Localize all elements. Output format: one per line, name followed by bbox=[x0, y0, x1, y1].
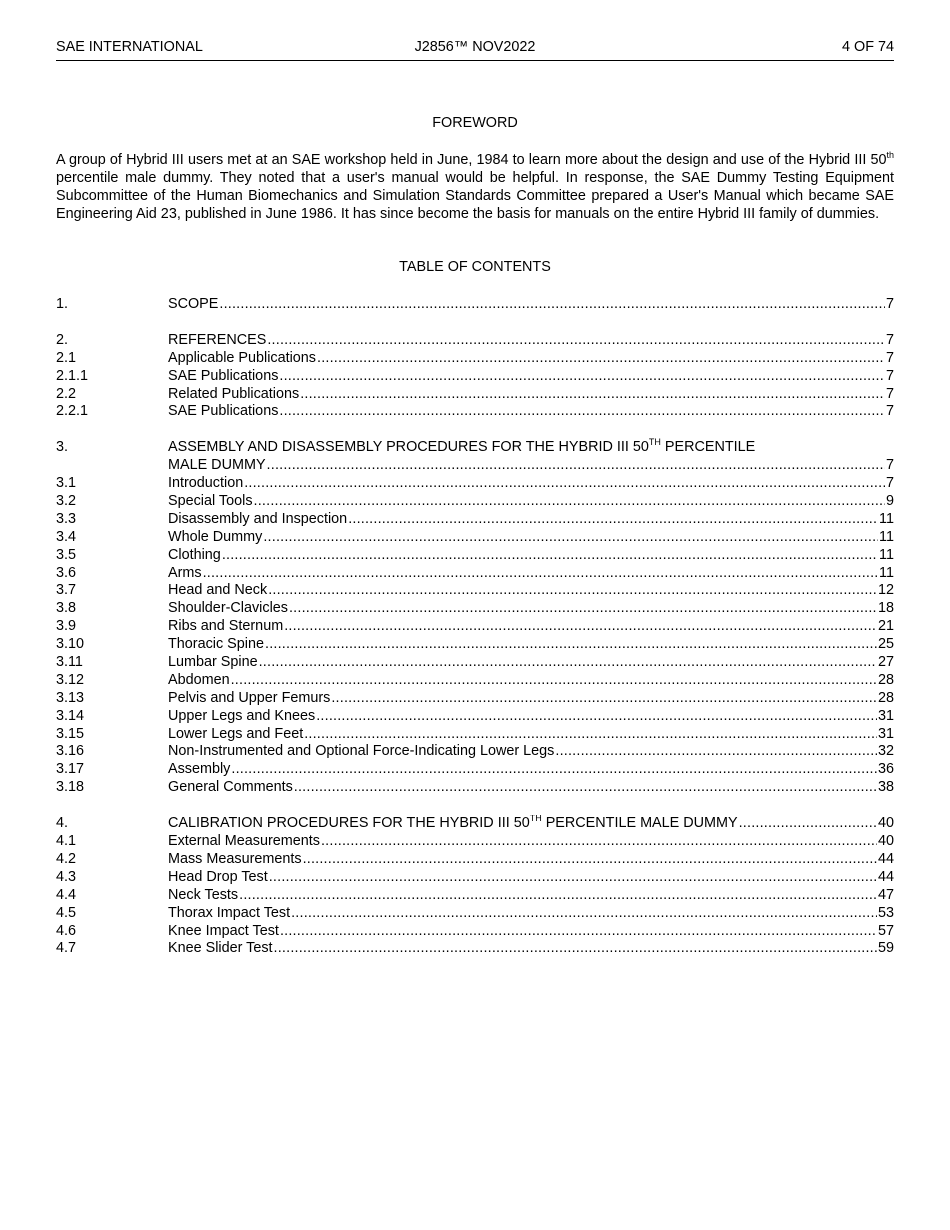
toc-section-3 bbox=[56, 439, 894, 797]
toc-entry-title: Head Drop Test bbox=[168, 868, 268, 885]
toc-entry-number: 3.8 bbox=[56, 600, 77, 617]
toc-entry-number: 4.5 bbox=[56, 904, 77, 921]
toc-entry-title: SAE Publications bbox=[168, 403, 279, 420]
toc-entry-page: 36 bbox=[877, 761, 894, 778]
toc-entry-page: 47 bbox=[877, 886, 894, 903]
toc-entry-title: Upper Legs and Knees bbox=[168, 707, 316, 724]
toc-entry-page: 11 bbox=[879, 546, 894, 563]
toc-dot-leader bbox=[279, 368, 885, 386]
toc-dot-leader bbox=[321, 833, 877, 851]
toc-dot-leader bbox=[289, 600, 877, 618]
toc-entry-number: 3.9 bbox=[56, 618, 77, 635]
toc-entry-number: 3.15 bbox=[56, 725, 85, 742]
toc-entry-title: Whole Dummy bbox=[168, 528, 263, 545]
toc-entry-title: SCOPE bbox=[168, 296, 219, 312]
toc-section-1 bbox=[56, 296, 894, 314]
toc-entry-number: 3.18 bbox=[56, 779, 85, 796]
toc-entry-page: 9 bbox=[885, 493, 894, 510]
toc-entry-title: Ribs and Sternum bbox=[168, 618, 284, 635]
toc-entry-title: Abdomen bbox=[168, 671, 230, 688]
toc-dot-leader bbox=[279, 403, 885, 421]
toc-dot-leader bbox=[274, 940, 877, 958]
toc-entry[interactable] bbox=[56, 386, 894, 404]
toc-entry[interactable] bbox=[56, 565, 894, 583]
toc-entry-page: 57 bbox=[877, 922, 894, 939]
toc-entry-title: Mass Measurements bbox=[168, 850, 302, 867]
toc-entry-number: 1. bbox=[56, 296, 69, 312]
foreword-superscript: th bbox=[886, 150, 894, 160]
page-header bbox=[56, 38, 894, 61]
toc-entry-page: 25 bbox=[877, 636, 894, 653]
toc-dot-leader bbox=[300, 386, 885, 404]
toc-entry[interactable] bbox=[56, 690, 894, 708]
toc-entry[interactable] bbox=[56, 851, 894, 869]
toc-dot-leader bbox=[231, 672, 877, 690]
toc-section-4 bbox=[56, 815, 894, 958]
toc-entry-number: 3.13 bbox=[56, 689, 85, 706]
toc-entry-page: 11 bbox=[879, 528, 894, 545]
toc-entry-page: 40 bbox=[877, 833, 894, 850]
toc-entry-title: Lower Legs and Feet bbox=[168, 725, 304, 742]
toc-entry-title: Introduction bbox=[168, 475, 244, 492]
toc-entry-number: 4.2 bbox=[56, 850, 77, 867]
toc-entry[interactable] bbox=[56, 332, 894, 350]
toc-entry-page: 11 bbox=[879, 510, 894, 527]
toc-entry-title-line1 bbox=[168, 439, 755, 457]
toc-entry-page: 31 bbox=[877, 725, 894, 742]
toc-entry-number: 3.6 bbox=[56, 564, 77, 581]
header-organization: SAE INTERNATIONAL bbox=[56, 39, 203, 55]
toc-entry[interactable] bbox=[56, 529, 894, 547]
toc-entry[interactable] bbox=[56, 940, 894, 958]
toc-dot-leader bbox=[294, 779, 877, 797]
header-document-id: J2856™ NOV2022 bbox=[414, 39, 536, 55]
toc-entry-page: 44 bbox=[877, 850, 894, 867]
toc-entry-page: 7 bbox=[885, 385, 894, 402]
toc-entry[interactable] bbox=[56, 547, 894, 565]
toc-dot-leader bbox=[219, 296, 885, 314]
toc-entry-page: 12 bbox=[877, 582, 894, 599]
toc-section-4-items bbox=[56, 833, 894, 958]
toc-entry-title: Knee Slider Test bbox=[168, 940, 273, 957]
toc-entry[interactable] bbox=[56, 457, 894, 475]
toc-entry-number: 3.2 bbox=[56, 493, 77, 510]
toc-entry-page: 59 bbox=[877, 940, 894, 957]
toc-entry-number: 3.3 bbox=[56, 510, 77, 527]
toc-entry-page: 7 bbox=[885, 457, 894, 474]
toc-entry-title: Special Tools bbox=[168, 493, 253, 510]
toc-dot-leader bbox=[280, 923, 877, 941]
toc-entry[interactable] bbox=[56, 403, 894, 421]
toc-title-superscript: TH bbox=[648, 437, 661, 448]
toc-entry-number: 4.6 bbox=[56, 922, 77, 939]
toc-entry-number: 3.16 bbox=[56, 743, 85, 760]
toc-entry-page: 40 bbox=[877, 815, 894, 832]
toc-dot-leader bbox=[269, 869, 877, 887]
toc-entry-page: 53 bbox=[877, 904, 894, 921]
toc-dot-leader bbox=[331, 690, 877, 708]
foreword-paragraph bbox=[56, 151, 894, 223]
toc-entry-page: 7 bbox=[885, 367, 894, 384]
toc-entry-page: 28 bbox=[877, 689, 894, 706]
toc-dot-leader bbox=[291, 905, 877, 923]
toc-entry-number: 3.14 bbox=[56, 707, 85, 724]
toc-title-part1: CALIBRATION PROCEDURES FOR THE HYBRID III 50 bbox=[168, 815, 530, 832]
toc-entry-title: Lumbar Spine bbox=[168, 654, 258, 671]
toc-entry-title bbox=[168, 815, 738, 833]
toc-entry-number: 3.11 bbox=[56, 654, 83, 671]
toc-entry-title: Disassembly and Inspection bbox=[168, 510, 348, 527]
toc-entry[interactable] bbox=[56, 475, 894, 493]
toc-entry-title: Shoulder-Clavicles bbox=[168, 600, 288, 617]
toc-entry[interactable] bbox=[56, 350, 894, 368]
toc-section-2 bbox=[56, 332, 894, 421]
toc-dot-leader bbox=[239, 887, 877, 905]
toc-entry-title: REFERENCES bbox=[168, 331, 267, 348]
toc-entry-number: 4. bbox=[56, 815, 69, 832]
toc-entry[interactable] bbox=[56, 887, 894, 905]
table-of-contents bbox=[56, 296, 894, 976]
toc-entry-page: 7 bbox=[885, 296, 894, 312]
toc-entry-page: 31 bbox=[877, 707, 894, 724]
toc-entry-title: Clothing bbox=[168, 546, 221, 563]
toc-entry-number: 4.1 bbox=[56, 833, 77, 850]
toc-entry-page: 7 bbox=[885, 403, 894, 420]
toc-entry-page: 11 bbox=[879, 564, 894, 581]
toc-entry-number: 3.4 bbox=[56, 528, 77, 545]
foreword-title: FOREWORD bbox=[432, 115, 518, 131]
toc-entry-title: Thoracic Spine bbox=[168, 636, 264, 653]
toc-dot-leader bbox=[265, 636, 877, 654]
toc-dot-leader bbox=[259, 654, 877, 672]
toc-entry-page: 7 bbox=[885, 349, 894, 366]
toc-entry[interactable] bbox=[56, 905, 894, 923]
toc-entry-number: 3.17 bbox=[56, 761, 85, 778]
toc-entry-page: 28 bbox=[877, 671, 894, 688]
toc-dot-leader bbox=[268, 582, 877, 600]
toc-entry-heading-line1[interactable] bbox=[56, 439, 894, 457]
toc-entry-title: Thorax Impact Test bbox=[168, 904, 291, 921]
toc-dot-leader bbox=[254, 493, 885, 511]
toc-dot-leader bbox=[739, 815, 877, 833]
toc-entry-title: Knee Impact Test bbox=[168, 922, 279, 939]
toc-entry[interactable] bbox=[56, 618, 894, 636]
toc-entry-number: 2.1.1 bbox=[56, 367, 89, 384]
toc-entry[interactable] bbox=[56, 636, 894, 654]
toc-entry-page: 38 bbox=[877, 779, 894, 796]
toc-entry-number: 3.12 bbox=[56, 671, 85, 688]
toc-dot-leader bbox=[555, 743, 877, 761]
toc-dot-leader bbox=[303, 851, 877, 869]
toc-entry[interactable] bbox=[56, 779, 894, 797]
toc-title-part1: ASSEMBLY AND DISASSEMBLY PROCEDURES FOR THE HYBRID III 50 bbox=[168, 439, 649, 456]
toc-dot-leader bbox=[317, 350, 885, 368]
toc-entry[interactable] bbox=[56, 368, 894, 386]
toc-dot-leader bbox=[203, 565, 878, 583]
toc-entry-title: Applicable Publications bbox=[168, 349, 316, 366]
toc-entry-number: 4.7 bbox=[56, 940, 77, 957]
toc-entry-page: 7 bbox=[885, 331, 894, 348]
toc-entry[interactable] bbox=[56, 296, 894, 314]
toc-entry[interactable] bbox=[56, 582, 894, 600]
toc-entry-title: Head and Neck bbox=[168, 582, 268, 599]
toc-dot-leader bbox=[222, 547, 878, 565]
toc-entry[interactable] bbox=[56, 869, 894, 887]
toc-entry[interactable] bbox=[56, 726, 894, 744]
toc-entry-number: 3.7 bbox=[56, 582, 77, 599]
toc-entry[interactable] bbox=[56, 815, 894, 833]
toc-dot-leader bbox=[304, 726, 877, 744]
toc-entry[interactable] bbox=[56, 761, 894, 779]
toc-entry-title-line2: MALE DUMMY bbox=[168, 457, 266, 474]
toc-entry-number: 3.5 bbox=[56, 546, 77, 563]
toc-entry-title: Assembly bbox=[168, 761, 231, 778]
toc-entry-page: 7 bbox=[885, 475, 894, 492]
toc-dot-leader bbox=[284, 618, 877, 636]
toc-title-part2: PERCENTILE bbox=[660, 439, 756, 456]
toc-dot-leader bbox=[263, 529, 878, 547]
toc-dot-leader bbox=[348, 511, 878, 529]
toc-entry-title: External Measurements bbox=[168, 833, 320, 850]
toc-entry[interactable] bbox=[56, 743, 894, 761]
toc-entry[interactable] bbox=[56, 654, 894, 672]
toc-entry-title: SAE Publications bbox=[168, 367, 279, 384]
toc-entry-page: 18 bbox=[877, 600, 894, 617]
toc-entry-title: Arms bbox=[168, 564, 202, 581]
toc-entry-title: Pelvis and Upper Femurs bbox=[168, 689, 331, 706]
toc-entry-title: Non-Instrumented and Optional Force-Indicating Lower Legs bbox=[168, 743, 555, 760]
toc-entry-number: 2.1 bbox=[56, 349, 77, 366]
foreword-text-part1: A group of Hybrid III users met at an SAE workshop held in June, 1984 to learn more about the design and use of the Hybrid III 50 bbox=[56, 152, 887, 168]
toc-entry[interactable] bbox=[56, 923, 894, 941]
toc-dot-leader bbox=[267, 332, 885, 350]
toc-entry-number: 2.2.1 bbox=[56, 403, 89, 420]
toc-entry[interactable] bbox=[56, 493, 894, 511]
toc-entry[interactable] bbox=[56, 672, 894, 690]
toc-entry-page: 44 bbox=[877, 868, 894, 885]
toc-entry-number: 2. bbox=[56, 331, 69, 348]
foreword-text-part2: percentile male dummy. They noted that a user's manual would be helpful. In response, the SAE Dummy Testing Equipment Subcommittee of the Human Biomechanics and Simulation Standards Committee prepared a User's Manual which became SAE Engineering Aid 23, published in June 1986. It has since become the basis for manuals on the entire Hybrid III family of dummies. bbox=[56, 170, 894, 222]
toc-title: TABLE OF CONTENTS bbox=[399, 259, 551, 275]
toc-entry-title: Related Publications bbox=[168, 385, 300, 402]
toc-dot-leader bbox=[267, 457, 885, 475]
toc-entry-number: 2.2 bbox=[56, 385, 77, 402]
toc-dot-leader bbox=[244, 475, 885, 493]
toc-entry[interactable] bbox=[56, 833, 894, 851]
toc-entry[interactable] bbox=[56, 600, 894, 618]
toc-entry-page: 32 bbox=[877, 743, 894, 760]
toc-title-part2: PERCENTILE MALE DUMMY bbox=[541, 815, 738, 832]
toc-entry-title: Neck Tests bbox=[168, 886, 239, 903]
toc-title-superscript: TH bbox=[529, 815, 542, 824]
toc-entry-number: 4.4 bbox=[56, 886, 77, 903]
toc-entry-number: 4.3 bbox=[56, 868, 77, 885]
toc-dot-leader bbox=[231, 761, 877, 779]
header-page-number: 4 OF 74 bbox=[842, 39, 894, 55]
toc-entry-number: 3.10 bbox=[56, 636, 85, 653]
toc-entry-page: 27 bbox=[877, 654, 894, 671]
toc-dot-leader bbox=[316, 708, 877, 726]
toc-entry-number: 3. bbox=[56, 439, 69, 456]
toc-entry[interactable] bbox=[56, 511, 894, 529]
toc-entry-number: 3.1 bbox=[56, 475, 77, 492]
toc-entry[interactable] bbox=[56, 708, 894, 726]
toc-entry-title: General Comments bbox=[168, 779, 293, 796]
toc-section-3-items bbox=[56, 475, 894, 797]
toc-entry-page: 21 bbox=[877, 618, 894, 635]
